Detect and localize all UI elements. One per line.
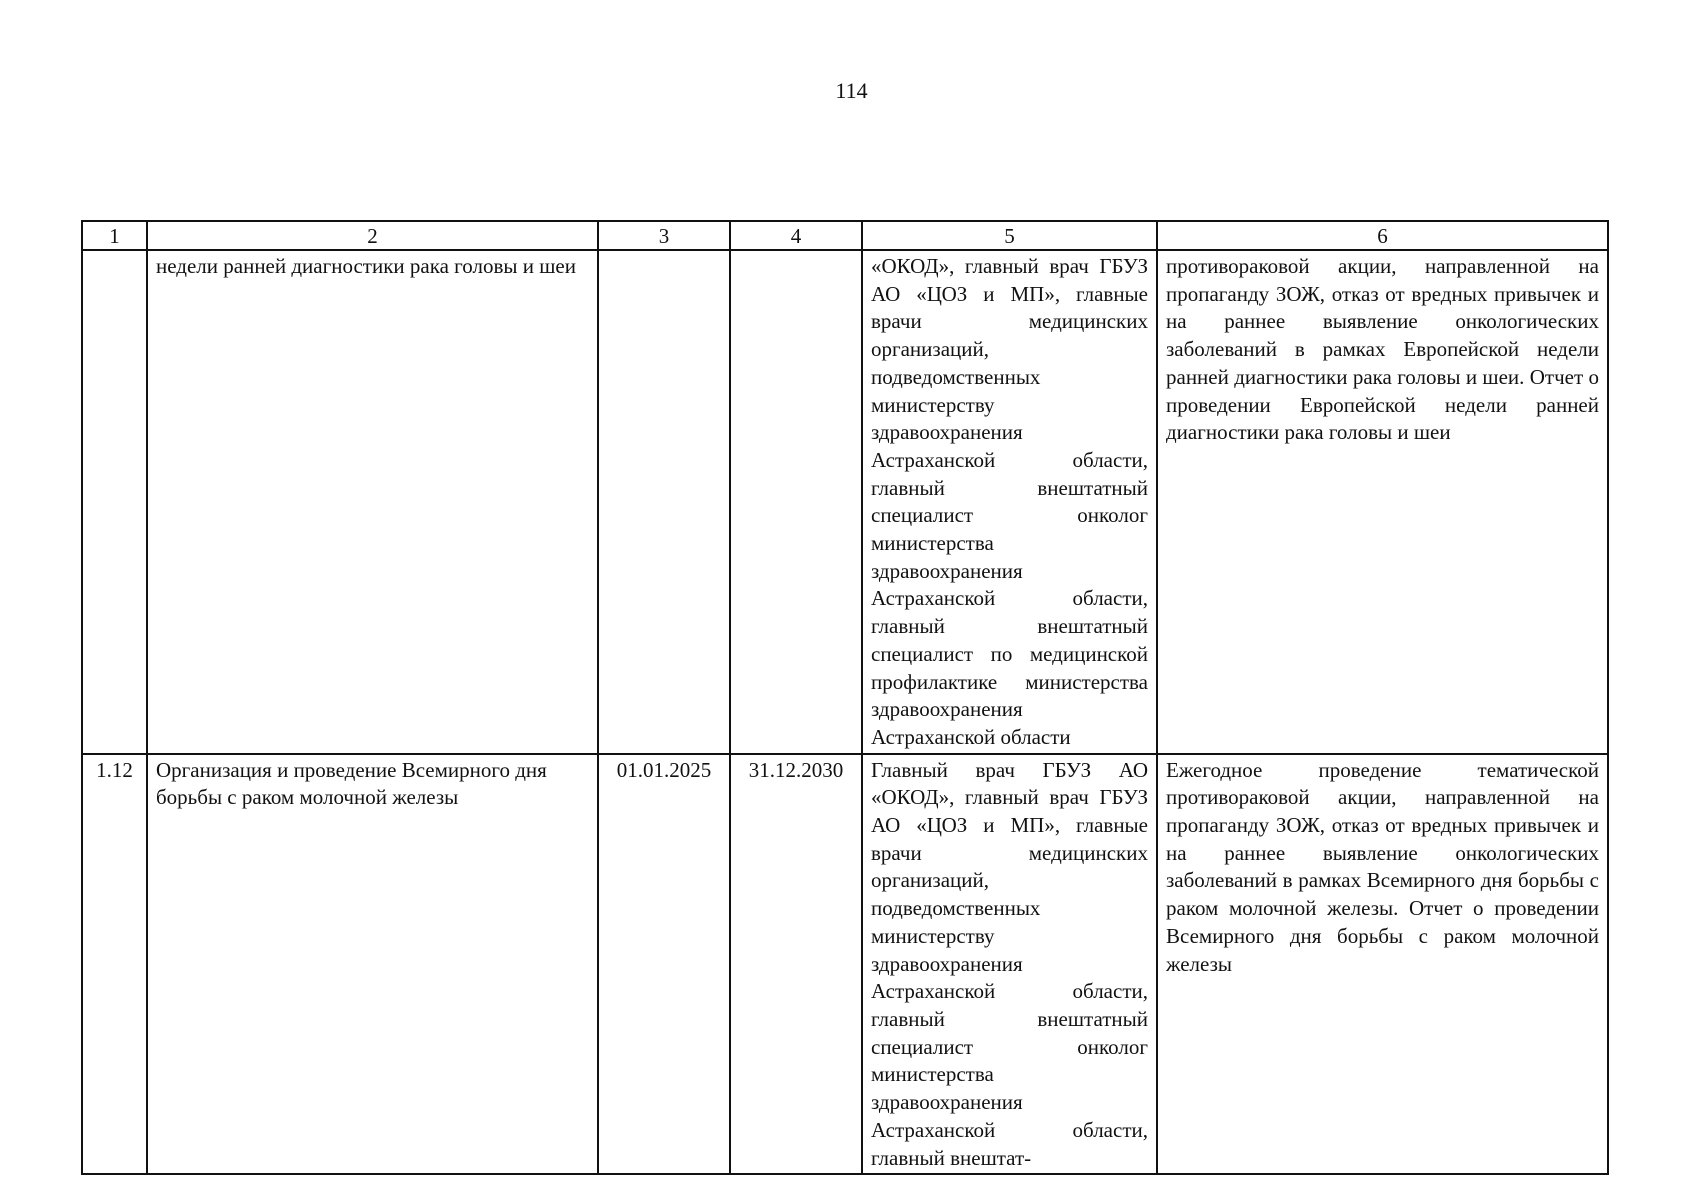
responsible-cell: «ОКОД», главный врач ГБУЗ АО «ЦОЗ и МП», главные врачи медицинских организаций, подведомственных министерству здравоохранения Астраханской области, главный внештатный специалист онколог министерства здравоохранения Астраханской области, главный внештатный специалист по медицинской профилактике министерства здравоохранения Астраханской области [862,250,1157,754]
column-header-5: 5 [862,221,1157,250]
column-header-3: 3 [598,221,730,250]
column-header-2: 2 [147,221,598,250]
end-date-cell [730,250,862,754]
responsible-cell: Главный врач ГБУЗ АО «ОКОД», главный врач ГБУЗ АО «ЦОЗ и МП», главные врачи медицинских организаций, подведомственных министерству здравоохранения Астраханской области, главный внештатный специалист онколог министерства здравоохранения Астраханской области, главный внештат- [862,754,1157,1175]
end-date-cell: 31.12.2030 [730,754,862,1175]
table-row [82,754,1608,1175]
measure-name-cell: недели ранней диагностики рака головы и шеи [147,250,598,754]
column-header-6: 6 [1157,221,1608,250]
start-date-cell: 01.01.2025 [598,754,730,1175]
measure-name-cell: Организация и проведение Всемирного дня борьбы с раком молочной железы [147,754,598,1175]
row-number-cell [82,250,147,754]
table-row [82,250,1608,754]
column-header-1: 1 [82,221,147,250]
start-date-cell [598,250,730,754]
result-cell: Ежегодное проведение тематической противораковой акции, направленной на пропаганду ЗОЖ, отказ от вредных привычек и на раннее выявление онкологических заболеваний в рамках Всемирного дня борьбы с раком молочной железы. Отчет о проведении Всемирного дня борьбы с раком молочной железы [1157,754,1608,1175]
page-number: 114 [835,78,868,103]
measures-table [81,220,1609,1175]
column-header-4: 4 [730,221,862,250]
table-header-row [82,221,1608,250]
row-number-cell: 1.12 [82,754,147,1175]
result-cell: противораковой акции, направленной на пропаганду ЗОЖ, отказ от вредных привычек и на раннее выявление онкологических заболеваний в рамках Европейской недели ранней диагностики рака головы и шеи. Отчет о проведении Европейской недели ранней диагностики рака головы и шеи [1157,250,1608,754]
